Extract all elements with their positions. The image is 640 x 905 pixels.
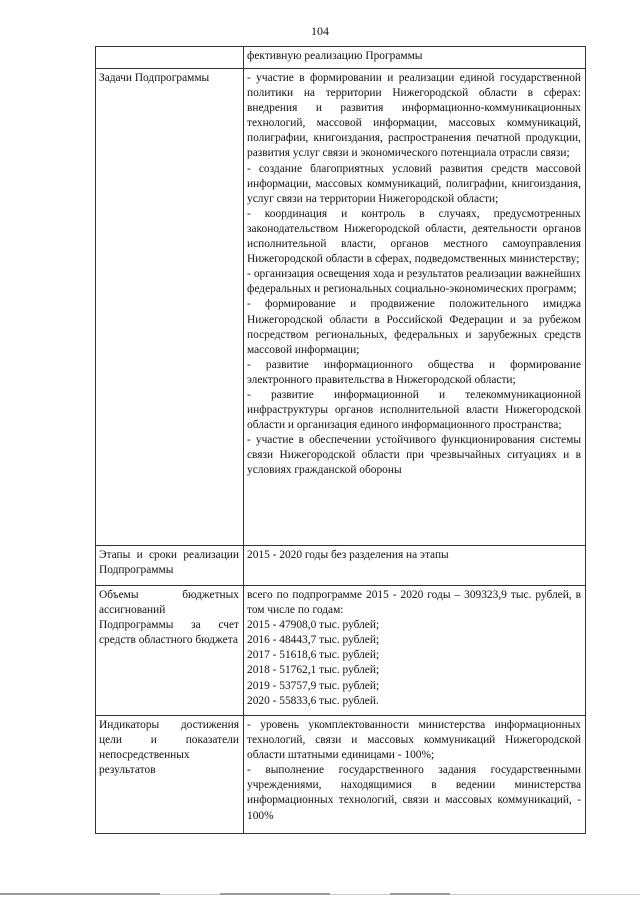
scan-artifact [390,893,450,895]
indicator-item: - уровень укомплектованности министерства информационных технологий, связи и массовых коммуникаций Нижегородской области штатными единицами - 100%; [247,719,581,762]
row-content [244,546,586,586]
task-item: - участие в формировании и реализации единой государственной политики на территории Нижегородской области в сферах: внедрения и развития информационно-коммуникационных технологий, массовой информации, массовых коммуникаций, полиграфии, книгоиздания, распространения печатной продукции, развития услуг связи и экономического потенциала отрасли связи; [247,72,581,160]
row-content [244,47,586,69]
indicator-item: - выполнение государственного задания государственными учреждениями, находящимися в ведении министерства информационных технологий, связи и массовых коммуникаций, - 100% [247,764,581,822]
table-row [96,716,586,834]
budget-year: 2017 - 51618,6 тыс. рублей; [247,649,380,662]
budget-year: 2019 - 53757,9 тыс. рублей; [247,679,380,692]
budget-year: 2016 - 48443,7 тыс. рублей; [247,634,380,647]
budget-total: всего по подпрограмме 2015 - 2020 годы – 309323,9 тыс. рублей, в том числе по годам: [247,589,581,617]
budget-year: 2015 - 47908,0 тыс. рублей; [247,619,380,632]
row-label: Объемы бюджетных ассигнований Подпрограммы за счет средств областного бюджета [96,586,244,716]
task-item: - участие в обеспечении устойчивого функционирования системы связи Нижегородской области при чрезвычайных ситуациях и в условиях гражданской обороны [247,434,581,477]
row-label [96,47,244,69]
task-item: - развитие информационного общества и формирование электронного правительства в Нижегородской области; [247,358,581,386]
row-label: Задачи Подпрограммы [96,69,244,546]
row-text: 2015 - 2020 годы без разделения на этапы [247,549,449,561]
task-item: - развитие информационной и телекоммуникационной инфраструктуры органов исполнительной власти Нижегородской области и организация единого информационного пространства; [247,388,581,432]
row-content [244,586,586,716]
task-item: - создание благоприятных условий развития средств массовой информации, массовых коммуникаций, полиграфии, книгоиздания, услуг связи на территории Нижегородской области; [247,162,581,205]
budget-year: 2018 - 51762,1 тыс. рублей; [247,664,380,677]
row-content [244,69,586,546]
scan-artifact [220,893,330,895]
table-row [96,586,586,716]
task-item: - координация и контроль в случаях, предусмотренных законодательством Нижегородской области, деятельности органов исполнительной власти, органов местного самоуправления Нижегородской области в сферах, подведомственных министерству; [247,207,581,266]
table-row [96,69,586,546]
task-item: - организация освещения хода и результатов реализации важнейших федеральных и региональных социально-экономических программ; [247,268,581,296]
passport-table [95,46,586,834]
table-row [96,47,586,69]
row-label: Этапы и сроки реализации Подпрограммы [96,546,244,586]
row-label: Индикаторы достижения цели и показатели непосредственных результатов [96,716,244,834]
table-row [96,546,586,586]
task-item: - формирование и продвижение положительного имиджа Нижегородской области в Российской Федерации и за рубежом посредством региональных, федеральных и зарубежных средств массовой информации; [247,298,581,356]
budget-year: 2020 - 55833,6 тыс. рублей. [247,694,379,707]
row-content [244,716,586,834]
page-number: 104 [311,24,329,38]
scan-artifact [0,893,160,895]
row-text: фективную реализацию Программы [247,50,423,62]
scan-bottom-edge [0,894,640,895]
